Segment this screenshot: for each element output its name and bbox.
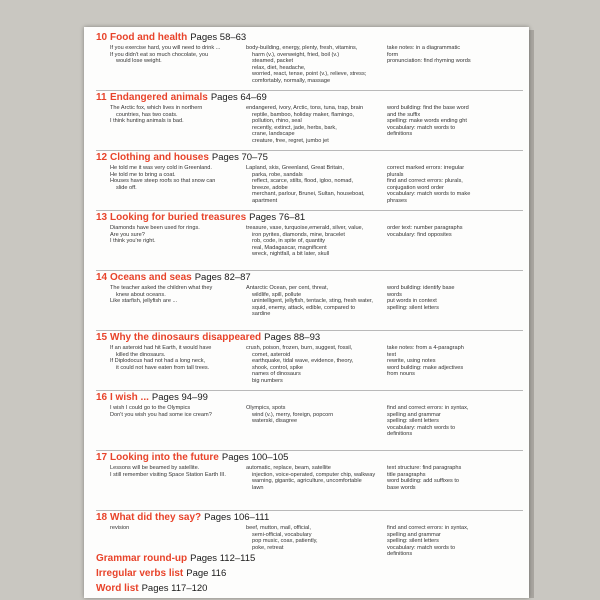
column-line: pronunciation: find rhyming words xyxy=(387,58,471,65)
column-line: endangered, ivory, Arctic, tons, tuna, trap, brain xyxy=(246,105,364,111)
vocabulary-column xyxy=(246,465,387,491)
column-line: relax, diet, headache, xyxy=(252,64,306,71)
unit-number: 15 xyxy=(96,332,108,343)
column-line: merchant, parlour, Brunei, Sultan, houseboat, xyxy=(252,191,365,198)
column-line: reptile, bamboo, holiday maker, flamingo, xyxy=(252,111,354,118)
unit-number: 11 xyxy=(96,92,107,103)
unit-title: What did they say? xyxy=(110,512,202,523)
column-line: earthquake, tidal wave, evidence, theory, xyxy=(252,358,354,365)
column-line: wreck, nightfall, a bit later, skull xyxy=(252,251,330,258)
column-line: slide off. xyxy=(116,184,137,191)
skills-column xyxy=(387,45,523,85)
column-line: spelling: make words ending ght xyxy=(387,118,467,125)
unit-title: I wish ... xyxy=(110,392,149,403)
appendix-title: Grammar round-up xyxy=(96,553,188,564)
column-line: text xyxy=(387,351,397,358)
column-line: worried, react, tense, point (v.), relieve, stress; xyxy=(252,71,367,78)
column-line: Antarctic Ocean, per cent, threat, xyxy=(246,285,329,291)
column-line: take notes: in a diagrammatic xyxy=(387,45,461,51)
column-line: phrases xyxy=(387,197,407,204)
vocabulary-column xyxy=(246,105,387,145)
unit-number: 14 xyxy=(96,272,108,283)
column-line: Houses have steep roofs so that snow can xyxy=(110,178,216,185)
vocabulary-column xyxy=(246,45,387,85)
column-line: definitions xyxy=(387,131,413,138)
column-line: rewrite, using notes xyxy=(387,358,436,365)
appendix-title: Irregular verbs list xyxy=(96,568,184,579)
column-line: pollution, rhino, seal xyxy=(252,118,302,125)
column-line: creature, free, regret, jumbo jet xyxy=(252,137,329,144)
column-line: Lessons will be beamed by satellite. xyxy=(110,465,200,471)
column-line: shook, control, spike xyxy=(252,364,303,371)
appendix-item xyxy=(96,551,255,566)
unit-columns xyxy=(110,105,523,145)
column-line: I still remember visiting Space Station Earth III. xyxy=(110,471,226,478)
column-line: Diamonds have been used for rings. xyxy=(110,225,200,231)
unit-15 xyxy=(96,331,523,391)
skills-column xyxy=(387,465,523,491)
column-line: I think hunting animals is bad. xyxy=(110,118,184,125)
unit-12 xyxy=(96,151,523,211)
grammar-column xyxy=(110,105,246,145)
column-line: steamed, packet xyxy=(252,58,294,65)
column-line: comet, asteroid xyxy=(252,351,291,358)
column-line: would lose weight. xyxy=(116,58,162,65)
unit-columns xyxy=(110,165,523,205)
unit-number: 12 xyxy=(96,152,108,163)
column-line: definitions xyxy=(387,431,413,438)
column-line: title paragraphs xyxy=(387,471,426,478)
column-line: body-building, energy, plenty, fresh, vitamins, xyxy=(246,45,358,51)
vocabulary-column xyxy=(246,405,387,438)
unit-heading xyxy=(96,212,523,224)
grammar-column xyxy=(110,285,246,318)
column-line: form xyxy=(387,51,399,58)
skills-column xyxy=(387,525,523,558)
column-line: vocabulary: match words to make xyxy=(387,191,471,198)
column-line: Are you sure? xyxy=(110,231,145,238)
column-line: iron pyrites, diamonds, mine, bracelet xyxy=(252,231,345,238)
unit-pages: Pages 70–75 xyxy=(211,152,268,163)
column-line: spelling and grammar xyxy=(387,411,441,418)
column-line: vocabulary: find opposites xyxy=(387,231,452,238)
column-line: I wish I could go to the Olympics xyxy=(110,405,191,411)
unit-14 xyxy=(96,271,523,331)
column-line: vocabulary: match words to xyxy=(387,124,456,131)
column-line: wind (v.), merry, foreign, popcorn xyxy=(252,411,334,418)
unit-16 xyxy=(96,391,523,451)
column-line: base words xyxy=(387,484,416,491)
unit-columns xyxy=(110,405,523,438)
column-line: and the suffix xyxy=(387,111,421,118)
column-line: He told me it was very cold in Greenland. xyxy=(110,165,212,171)
column-line: comfortably, normally, massage xyxy=(252,77,331,84)
column-line: If Diplodocus had not had a long neck, xyxy=(110,358,206,365)
unit-pages: Pages 94–99 xyxy=(151,392,208,403)
column-line: unintelligent, jellyfish, tentacle, sting, fresh water, xyxy=(252,298,373,305)
column-line: vocabulary: match words to xyxy=(387,424,456,431)
unit-heading xyxy=(96,272,523,284)
column-line: spelling and grammar xyxy=(387,531,441,538)
unit-heading xyxy=(96,452,523,464)
unit-pages: Pages 58–63 xyxy=(190,32,247,43)
column-line: countries, has two coats. xyxy=(116,111,178,118)
column-line: treasure, vase, turquoise,emerald, silver, value, xyxy=(246,225,364,231)
column-line: If you exercise hard, you will need to drink ... xyxy=(110,45,221,51)
unit-list xyxy=(96,31,523,570)
grammar-column xyxy=(110,165,246,205)
column-line: breeze, adobe xyxy=(252,184,288,191)
unit-title: Why the dinosaurs disappeared xyxy=(110,332,262,343)
vocabulary-column xyxy=(246,525,387,558)
unit-number: 10 xyxy=(96,32,108,43)
unit-title: Looking into the future xyxy=(110,452,219,463)
column-line: put words in context xyxy=(387,298,437,305)
column-line: take notes: from a 4-paragraph xyxy=(387,345,464,351)
vocabulary-column xyxy=(246,345,387,385)
column-line: reflect, scarce, stilts, flood, igloo, nomad, xyxy=(252,178,354,185)
unit-heading xyxy=(96,92,523,104)
column-line: conjugation word order xyxy=(387,184,444,191)
contents-page xyxy=(84,27,529,598)
unit-pages: Pages 64–69 xyxy=(210,92,267,103)
column-line: parka, robe, sandals xyxy=(252,171,303,178)
column-line: warning, gigantic, agriculture, uncomfortable xyxy=(252,478,362,485)
column-line: sardine xyxy=(252,311,271,318)
appendix-pages: Page 116 xyxy=(186,568,227,579)
column-line: names of dinosaurs xyxy=(252,371,301,378)
unit-heading xyxy=(96,152,523,164)
column-line: vocabulary: match words to xyxy=(387,544,456,551)
unit-pages: Pages 88–93 xyxy=(264,332,321,343)
grammar-column xyxy=(110,465,246,491)
appendix-title: Word list xyxy=(96,583,139,594)
column-line: word building: make adjectives xyxy=(387,364,464,371)
column-line: The Arctic fox, which lives in northern xyxy=(110,105,203,111)
column-line: Olympics, spots xyxy=(246,405,286,411)
column-line: If you didn't eat so much chocolate, you xyxy=(110,51,209,58)
column-line: text structure: find paragraphs xyxy=(387,465,462,471)
column-line: automatic, replace, beam, satellite xyxy=(246,465,331,471)
column-line: apartment xyxy=(252,197,278,204)
column-line: word building: identify base xyxy=(387,285,455,291)
column-line: crane, landscape xyxy=(252,131,295,138)
column-line: injection, voice-operated, computer chip, walkway xyxy=(252,471,376,478)
column-line: If an asteroid had hit Earth, it would have xyxy=(110,345,212,351)
column-line: real, Madagascar, magnificent xyxy=(252,244,327,251)
appendix-pages: Pages 112–115 xyxy=(190,553,256,564)
unit-heading xyxy=(96,332,523,344)
column-line: Don't you wish you had some ice cream? xyxy=(110,411,212,418)
grammar-column xyxy=(110,225,246,258)
unit-columns xyxy=(110,465,523,491)
column-line: crush, poison, frozen, burn, suggest, fossil, xyxy=(246,345,353,351)
column-line: harm (v.), overweight, fried, boil (v.) xyxy=(252,51,340,58)
unit-number: 17 xyxy=(96,452,108,463)
column-line: find and correct errors: in syntax, xyxy=(387,405,469,411)
column-line: spelling: silent letters xyxy=(387,304,439,311)
column-line: word building: find the base word xyxy=(387,105,469,111)
grammar-column xyxy=(110,45,246,85)
unit-pages: Pages 106–111 xyxy=(204,512,270,523)
unit-columns xyxy=(110,45,523,85)
column-line: The teacher asked the children what they xyxy=(110,285,213,291)
column-line: revision xyxy=(110,525,130,531)
column-line: from nouns xyxy=(387,371,415,378)
column-line: wildlife, spill, pollute xyxy=(252,291,302,298)
column-line: recently, extinct, jade, herbs, bark, xyxy=(252,124,337,131)
column-line: beef, mutton, mail, official, xyxy=(246,525,311,531)
unit-11 xyxy=(96,91,523,151)
unit-13 xyxy=(96,211,523,271)
skills-column xyxy=(387,225,523,258)
column-line: big numbers xyxy=(252,377,283,384)
column-line: words xyxy=(387,291,402,298)
page-shadow xyxy=(529,30,534,598)
unit-heading xyxy=(96,32,523,44)
unit-title: Clothing and houses xyxy=(110,152,209,163)
skills-column xyxy=(387,405,523,438)
appendix-item xyxy=(96,581,255,596)
column-line: lawn xyxy=(252,484,264,491)
vocabulary-column xyxy=(246,285,387,318)
grammar-column xyxy=(110,345,246,385)
column-line: spelling: silent letters xyxy=(387,538,439,545)
skills-column xyxy=(387,285,523,318)
unit-title: Oceans and seas xyxy=(110,272,192,283)
unit-columns xyxy=(110,345,523,385)
unit-number: 13 xyxy=(96,212,108,223)
appendix-pages: Pages 117–120 xyxy=(141,583,208,594)
column-line: Like starfish, jellyfish are ... xyxy=(110,298,178,305)
column-line: I think you're right. xyxy=(110,238,156,245)
appendix-list xyxy=(96,551,255,596)
unit-10 xyxy=(96,31,523,91)
skills-column xyxy=(387,165,523,205)
grammar-column xyxy=(110,405,246,438)
vocabulary-column xyxy=(246,225,387,258)
column-line: knew about oceans. xyxy=(116,291,166,298)
column-line: waterski, disagree xyxy=(252,418,298,425)
unit-17 xyxy=(96,451,523,511)
unit-pages: Pages 82–87 xyxy=(194,272,251,283)
column-line: word building: add suffixes to xyxy=(387,478,460,485)
unit-columns xyxy=(110,285,523,318)
column-line: correct marked errors: irregular xyxy=(387,165,465,171)
unit-heading xyxy=(96,392,523,404)
appendix-item xyxy=(96,566,255,581)
unit-pages: Pages 76–81 xyxy=(249,212,306,223)
skills-column xyxy=(387,105,523,145)
column-line: rob, code, in spite of, quantity xyxy=(252,238,326,245)
column-line: plurals xyxy=(387,171,404,178)
column-line: find and correct errors: in syntax, xyxy=(387,525,469,531)
column-line: definitions xyxy=(387,551,413,558)
skills-column xyxy=(387,345,523,385)
column-line: pop music, coax, patiently, xyxy=(252,538,318,545)
unit-heading xyxy=(96,512,523,524)
unit-columns xyxy=(110,225,523,258)
column-line: He told me to bring a coat. xyxy=(110,171,176,178)
unit-number: 18 xyxy=(96,512,108,523)
column-line: semi-official, vocabulary xyxy=(252,531,312,538)
column-line: it could not have eaten from tall trees. xyxy=(116,364,210,371)
unit-title: Endangered animals xyxy=(110,92,208,103)
unit-number: 16 xyxy=(96,392,108,403)
column-line: poke, retreat xyxy=(252,544,284,551)
unit-title: Food and health xyxy=(110,32,188,43)
unit-pages: Pages 100–105 xyxy=(221,452,289,463)
column-line: Lapland, skis, Greenland, Great Britain, xyxy=(246,165,344,171)
column-line: squid, enemy, attack, edible, compared to xyxy=(252,304,356,311)
vocabulary-column xyxy=(246,165,387,205)
column-line: find and correct errors: plurals, xyxy=(387,178,463,185)
column-line: order text: number paragraphs xyxy=(387,225,463,231)
column-line: killed the dinosaurs. xyxy=(116,351,166,358)
column-line: spelling: silent letters xyxy=(387,418,439,425)
unit-title: Looking for buried treasures xyxy=(110,212,247,223)
